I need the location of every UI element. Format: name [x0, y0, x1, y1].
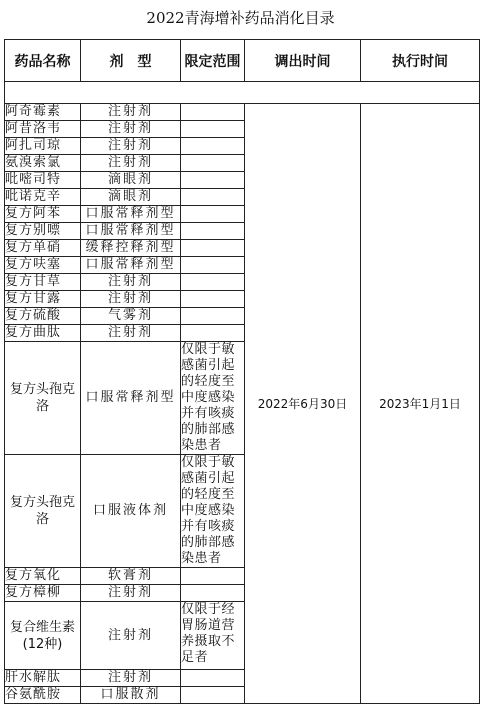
dosage-form-cell: 注射剂: [81, 274, 181, 291]
restriction-cell: [181, 325, 245, 342]
restriction-cell: [181, 585, 245, 602]
drug-name-cell: 复方别嘌: [5, 223, 81, 240]
header-drug-name: 药品名称: [5, 40, 81, 82]
restriction-cell: [181, 138, 245, 155]
drug-name-cell: 复方曲肽: [5, 325, 81, 342]
restriction-cell: [181, 568, 245, 585]
drug-name-cell: 阿扎司琼: [5, 138, 81, 155]
drug-name-cell: 复方樟柳: [5, 585, 81, 602]
drug-name-cell: 氨溴索氯: [5, 155, 81, 172]
drug-name-cell: 复方甘露: [5, 291, 81, 308]
restriction-cell: [181, 291, 245, 308]
effective-date-cell: 2023年1月1日: [361, 104, 480, 704]
document-title: 2022青海增补药品消化目录: [146, 9, 335, 27]
restriction-cell: [181, 104, 245, 121]
restriction-cell: [181, 206, 245, 223]
dosage-form-cell: 口服常释剂型: [81, 257, 181, 274]
drug-name-cell: 复方甘草: [5, 274, 81, 291]
restriction-cell: 仅限于经胃肠道营养摄取不足者: [181, 602, 245, 670]
restriction-cell: [181, 223, 245, 240]
drug-name-cell: 复方单硝: [5, 240, 81, 257]
restriction-cell: [181, 257, 245, 274]
dosage-form-cell: 注射剂: [81, 325, 181, 342]
restriction-cell: [181, 670, 245, 687]
dosage-form-cell: 注射剂: [81, 155, 181, 172]
table-header-row: [5, 40, 480, 82]
drug-name-cell: 吡诺克辛: [5, 189, 81, 206]
drug-name-cell: 复方呋塞: [5, 257, 81, 274]
restriction-cell: [181, 155, 245, 172]
restriction-cell: 仅限于敏感菌引起的轻度至中度感染并有咳痰的肺部感染患者: [181, 455, 245, 568]
dosage-form-cell: 口服散剂: [81, 687, 181, 704]
drug-name-cell: 阿昔洛韦: [5, 121, 81, 138]
restriction-cell: 仅限于敏感菌引起的轻度至中度感染并有咳痰的肺部感染患者: [181, 342, 245, 455]
dosage-form-cell: 注射剂: [81, 670, 181, 687]
drug-name-cell: 复方头孢克洛: [5, 455, 81, 568]
blank-row: [5, 82, 480, 104]
dosage-form-cell: 注射剂: [81, 585, 181, 602]
header-restriction-scope: 限定范围: [181, 40, 245, 82]
drug-name-cell: 复合维生素(12种): [5, 602, 81, 670]
dosage-form-cell: 缓释控释剂型: [81, 240, 181, 257]
dosage-form-cell: 注射剂: [81, 121, 181, 138]
drug-name-cell: 阿奇霉素: [5, 104, 81, 121]
restriction-cell: [181, 274, 245, 291]
restriction-cell: [181, 189, 245, 206]
dosage-form-cell: 口服常释剂型: [81, 223, 181, 240]
header-effective-time: 执行时间: [361, 40, 480, 82]
dosage-form-cell: 软膏剂: [81, 568, 181, 585]
dosage-form-cell: 滴眼剂: [81, 172, 181, 189]
dosage-form-cell: 口服常释剂型: [81, 206, 181, 223]
dosage-form-cell: 注射剂: [81, 291, 181, 308]
drug-name-cell: 复方头孢克洛: [5, 342, 81, 455]
drug-name-cell: 谷氨酰胺: [5, 687, 81, 704]
table-row: [5, 104, 480, 121]
dosage-form-cell: 滴眼剂: [81, 189, 181, 206]
restriction-cell: [181, 240, 245, 257]
header-dosage-form: 剂 型: [81, 40, 181, 82]
drug-name-cell: 吡嘧司特: [5, 172, 81, 189]
restriction-cell: [181, 687, 245, 704]
drug-table: [4, 39, 480, 704]
drug-name-cell: 复方硫酸: [5, 308, 81, 325]
removal-date-cell: 2022年6月30日: [245, 104, 361, 704]
dosage-form-cell: 气雾剂: [81, 308, 181, 325]
drug-name-cell: 复方阿苯: [5, 206, 81, 223]
drug-name-cell: 肝水解肽: [5, 670, 81, 687]
drug-name-cell: 复方氧化: [5, 568, 81, 585]
dosage-form-cell: 口服常释剂型: [81, 342, 181, 455]
dosage-form-cell: 注射剂: [81, 104, 181, 121]
dosage-form-cell: 注射剂: [81, 138, 181, 155]
restriction-cell: [181, 308, 245, 325]
dosage-form-cell: 注射剂: [81, 602, 181, 670]
restriction-cell: [181, 121, 245, 138]
restriction-cell: [181, 172, 245, 189]
dosage-form-cell: 口服液体剂: [81, 455, 181, 568]
header-removal-time: 调出时间: [245, 40, 361, 82]
